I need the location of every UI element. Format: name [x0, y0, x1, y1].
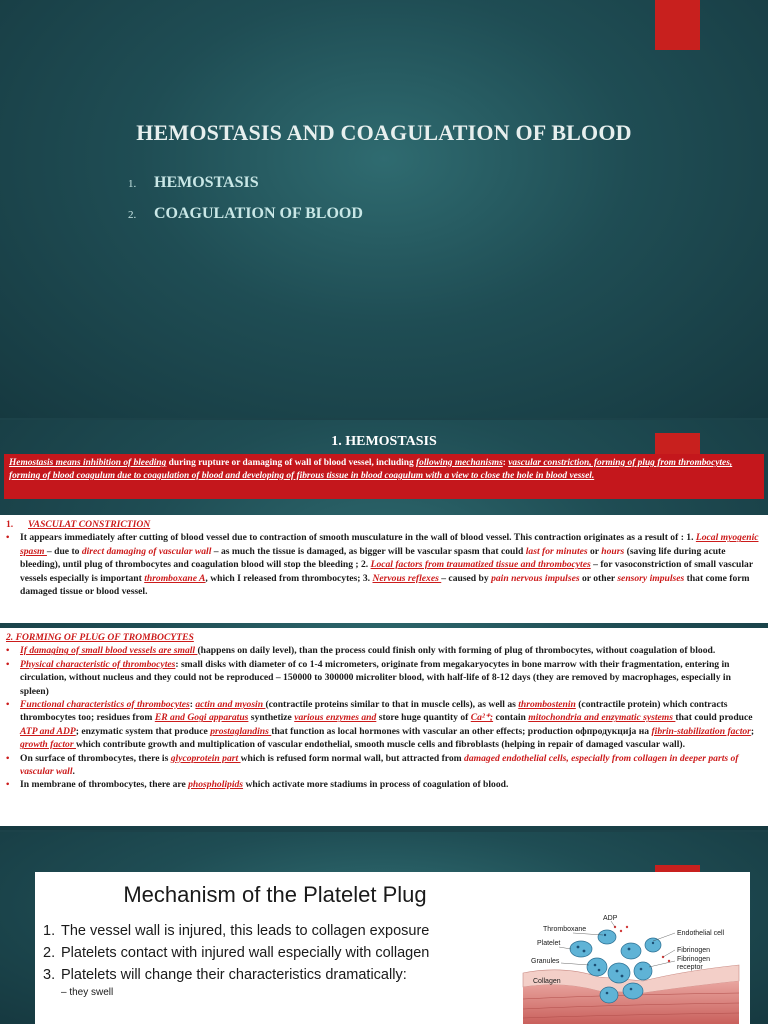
label-platelet: Platelet [537, 940, 561, 947]
hemostasis-slide [0, 420, 768, 830]
platelet-plug-slide [0, 832, 768, 1024]
vascular-constriction-box [0, 515, 768, 623]
list-item: 1. HEMOSTASIS [128, 174, 259, 191]
label-receptor: receptor [677, 964, 703, 971]
definition-box: Hemostasis means inhibition of bleeding during rupture or damaging of wall of blood vessel, including following mechanisms: vascular constriction, forming of plug from thrombocytes, forming of blood coagulum due to coagulation of blood and developing of fibrous tissue in blood coagulum with a view to close the hole in blood vessel. [4, 454, 764, 499]
list-item: • In membrane of thrombocytes, there are phospholipids which activate more stadiums in process of coagulation of blood. [6, 778, 762, 791]
list-item: • Physical characteristic of thrombocytes: small disks with diameter of co 1-4 micrometers, originate from megakaryocytes in bone marrow with their fragmentation, entering in circulation, without nucleus and they could not be reproduced – 150000 to 300000 microliter blood, with half-life of 8-12 days (they are removed by macrophages, especially in spleen) [6, 658, 762, 698]
label-thromboxane: Thromboxane [543, 926, 587, 933]
title-slide [0, 0, 768, 418]
list-item: • On surface of thrombocytes, there is glycoprotein part which is refused form normal wall, but attracted from damaged endothelial cells, especially from collagen in deeper parts of vascular wall. [6, 752, 762, 779]
list-item: • If damaging of small blood vessels are small (happens on daily level), than the process could finish only with forming of plug of thrombocytes, without coagulation of blood. [6, 644, 762, 657]
card-title: Mechanism of the Platelet Plug [123, 882, 427, 907]
label-fibrinogen: Fibrinogen [677, 947, 711, 954]
box-heading: 2. FORMING OF PLUG OF TROMBOCYTES [6, 632, 194, 643]
slide-title: 1. HEMOSTASIS [331, 434, 437, 449]
label-collagen: Collagen [533, 978, 561, 985]
list-item: 1. The vessel wall is injured, this leads to collagen exposure [43, 923, 430, 939]
list-item: • Functional characteristics of thrombocytes: actin and myosin (contractile proteins similar to that in muscle cells), as well as thrombostenin (contractile protein) which contracts thrombocytes too; residues from ER and Gogi apparatus synthetize various enzymes and store huge quantity of Ca²⁺; contain mitochondria and enzymatic systems that could produce ATP and ADP; enzymatic system that produce prostaglandins that function as local hormones with vascular an other effects; production офпродукција на fibrin-stabilization factor; growth factor which contribute growth and multiplication of vascular endothelial, smooth muscle cells and fibroblasts (helping in repair of damaged vascular wall). [6, 698, 762, 752]
list-item: 2. Platelets contact with injured wall especially with collagen [43, 945, 430, 961]
list-item: • It appears immediately after cutting of blood vessel due to contraction of smooth musculature in the wall of blood vessel. This contraction originates as a result of : 1. Local myogenic spasm – due to direct damaging of vascular wall – as much the tissue is damaged, as bigger will be vascular spasm that could last for minutes or hours (saving life during acute bleeding), until plug of thrombocytes and coagulation blood will stop the bleeding ; 2. Local factors from traumatized tissue and thrombocytes – for vasoconstriction of small vascular vessels especially is important thromboxane A, which I released from thrombocytes; 3. Nervous reflexes – caused by pain nervous impulses or other sensory impulses that come form damaged tissue or blood vessel. [6, 531, 762, 598]
list-item: 2. COAGULATION OF BLOOD [128, 205, 363, 222]
content-card [35, 872, 750, 1024]
list-subitem: – they swell [61, 987, 114, 998]
label-endothelial-cell: Endothelial cell [677, 930, 725, 937]
label-fibrinogen-receptor: Fibrinogen [677, 956, 711, 963]
page-title: HEMOSTASIS AND COAGULATION OF BLOOD [136, 120, 632, 145]
box-heading: 1. VASCULAT CONSTRICTION [6, 519, 151, 530]
platelet-plug-diagram [503, 915, 747, 1024]
list-item: 3. Platelets will change their characteristics dramatically: [43, 967, 407, 983]
platelet-plug-box [0, 628, 768, 826]
steps-list [43, 920, 503, 999]
label-granules: Granules [531, 958, 560, 965]
contents-list [128, 174, 363, 236]
label-adp: ADP [603, 915, 618, 922]
accent-bar [655, 0, 700, 50]
